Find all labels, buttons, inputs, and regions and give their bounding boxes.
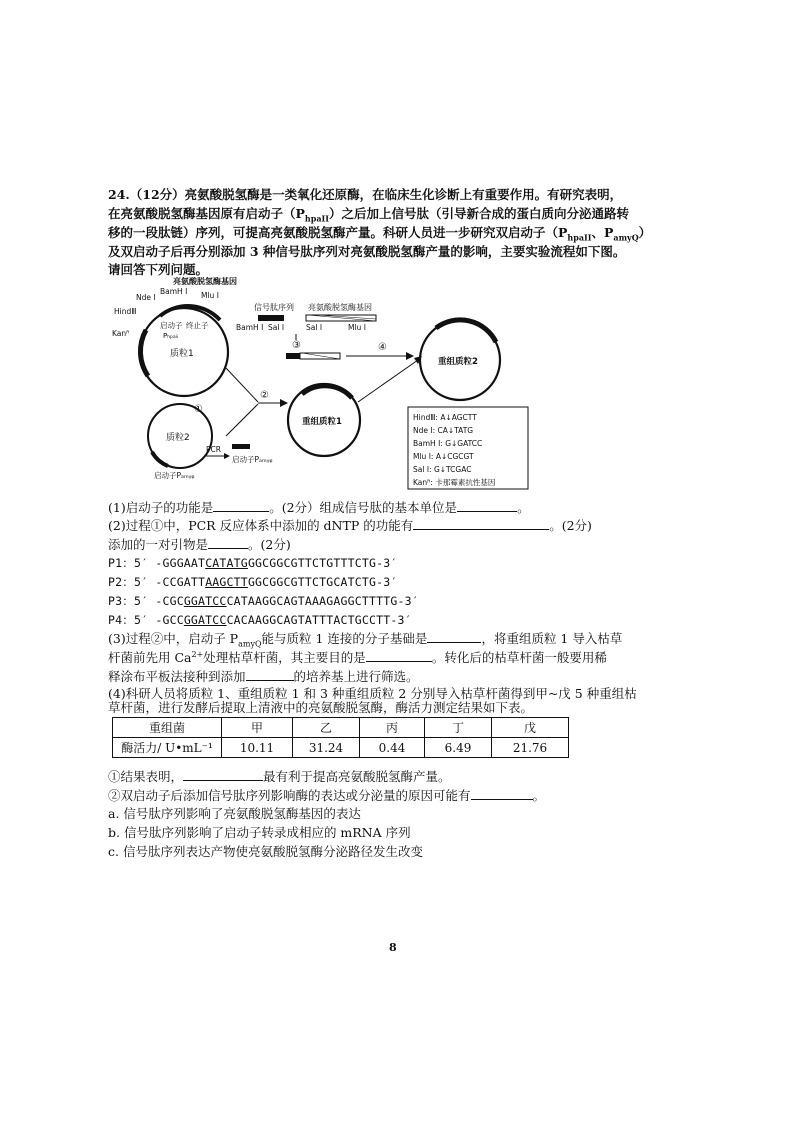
legend-bamh: BamH I: G↓GATCC (413, 439, 483, 448)
q3-blank-2[interactable] (366, 649, 432, 662)
promoter-label: 启动子 (160, 321, 183, 330)
table-row (113, 738, 569, 758)
q4-line-2: 草杆菌，进行发酵后提取上清液中的亮氨酸脱氢酶，酶活力测定结果如下表。 (108, 700, 534, 715)
bamh-site-label: BamH I (160, 287, 188, 296)
p-hpa-label: Pₕₚₐᵢᵢ (163, 332, 179, 340)
signal-bamh-label: BamH I (236, 323, 264, 332)
plasmid-1-label: 质粒1 (170, 349, 194, 359)
question-line-5: 请回答下列问题。 (108, 262, 209, 277)
option-a: a. 信号肽序列影响了亮氨酸脱氢酶基因的表达 (108, 806, 361, 821)
table-header-cell: 丙 (360, 718, 425, 738)
q2-line-2: 添加的一对引物是 。(2分) (108, 537, 291, 552)
legend-nde: Nde I: CA↓TATG (413, 426, 474, 435)
table-header-cell: 甲 (222, 718, 293, 738)
gene-label-top: 亮氨酸脱氢酶基因 (173, 277, 237, 286)
primer-p2: P2：5′ -CCGATTAAGCTTGGCGGCGTTCTGCATCTG-3′ (108, 575, 398, 589)
primer-p4: P4：5′ -GCCGGATCCCACAAGGCAGTATTTACTGCCTT-3′ (108, 613, 412, 627)
plasmid-2-label: 质粒2 (166, 433, 190, 443)
q2-line-1: (2)过程①中，PCR 反应体系中添加的 dNTP 的功能有 。(2分) (108, 518, 592, 533)
q4-line-1: (4)科研人员将质粒 1、重组质粒 1 和 3 种重组质粒 2 分别导入枯草杆菌得到甲~戊 5 种重组枯 (108, 686, 637, 701)
question-line-4: 及双启动子后再分别添加 3 种信号肽序列对亮氨酸脱氢酶产量的影响，主要实验流程如下图。 (108, 244, 626, 259)
recombinant-2-label: 重组质粒2 (438, 357, 478, 367)
plasmid-1 (112, 276, 237, 396)
q4-sub-1: ①结果表明， 最有利于提高亮氨酸脱氢酶产量。 (108, 769, 451, 784)
signal-peptide-label: 信号肽序列 (254, 303, 294, 312)
nde-site-label: Nde I (136, 293, 156, 302)
recombinant-plasmid-2 (420, 320, 500, 400)
restriction-legend (408, 407, 528, 489)
table-header-row (113, 718, 569, 738)
q3-line-3: 释涂布平板法接种到添加 的培养基上进行筛选。 (108, 669, 419, 684)
q1-blank-2[interactable] (457, 499, 517, 512)
promoter-amyq-label: 启动子Pₐₘᵧᵩ (232, 455, 273, 464)
table-cell: 31.24 (293, 738, 360, 758)
results-table (112, 717, 569, 758)
promoter-amyq-bottom-label: 启动子Pₐₘᵧᵩ (154, 471, 195, 480)
table-cell: 21.76 (492, 738, 569, 758)
q3-blank-1[interactable] (427, 630, 481, 643)
legend-mlu: Mlu I: A↓CGCGT (413, 452, 474, 461)
table-header-cell: 丁 (425, 718, 492, 738)
q1-line: (1)启动子的功能是 。(2分）组成信号肽的基本单位是 。 (108, 500, 530, 515)
kan-label: Kanᴿ (112, 329, 130, 338)
table-cell: 10.11 (222, 738, 293, 758)
option-c: c. 信号肽序列表达产物使亮氨酸脱氢酶分泌路径发生改变 (108, 844, 423, 859)
hind-site-label: HindⅢ (114, 307, 137, 316)
legend-kan: Kanᴿ: 卡那霉素抗性基因 (413, 478, 496, 487)
gene-sal-label: Sal I (306, 323, 323, 332)
question-line-2: 在亮氨酸脱氢酶基因原有启动子$(P_{hpaII})$之后加上信号肽（引导新合成的蛋白质向分泌通路转 (108, 206, 629, 224)
mlu-site-label: Mlu I (201, 291, 219, 300)
q4-sub-2: ②双启动子后添加信号肽序列影响酶的表达或分泌量的原因可能有 。 (108, 788, 546, 803)
step-2-marker: ② (260, 390, 269, 401)
gene-label-mid: 亮氨酸脱氢酶基因 (308, 303, 372, 312)
q2-blank-2[interactable] (208, 536, 248, 549)
table-header-cell: 乙 (293, 718, 360, 738)
signal-sal-label: Sal I (268, 323, 285, 332)
step-1-marker: ① (194, 404, 203, 415)
page-number: 8 (389, 941, 397, 954)
legend-sal: Sal I: G↓TCGAC (413, 465, 472, 474)
gene-mlu-label: Mlu I (348, 323, 366, 332)
q4-blank-1[interactable] (183, 768, 263, 781)
question-line-1: 24.（12分）亮氨酸脱氢酶是一类氧化还原酶，在临床生化诊断上有重要作用。有研究表明， (108, 187, 623, 202)
primer-p1: P1：5′ -GGGAATCATATGGGCGGCGTTCTGTTTCTG-3′ (108, 556, 398, 570)
q3-line-2: 杆菌前先用 $Ca^{2+}$处理枯草杆菌，其主要目的是 。转化后的枯草杆菌一般要用稀 (108, 649, 607, 665)
table-cell: 6.49 (425, 738, 492, 758)
q1-blank-1[interactable] (213, 499, 269, 512)
step-4-marker: ④ (378, 342, 387, 353)
question-line-3: 移的一段肽链）序列，可提高亮氨酸脱氢酶产量。科研人员进一步研究双启动子（$P_{hpaII}$、$P_{amyQ}$） (108, 225, 652, 243)
terminator-label: 终止子 (186, 321, 209, 330)
fragments (236, 302, 414, 360)
plasmid-2 (148, 404, 273, 480)
recombinant-plasmid-1 (288, 384, 360, 456)
q3-blank-3[interactable] (246, 668, 294, 681)
table-header-cell: 重组菌 (113, 718, 222, 738)
table-row-label: 酶活力/ U•mL⁻¹ (113, 738, 222, 758)
q4-blank-2[interactable] (471, 787, 533, 800)
step-3-marker: ③ (292, 340, 301, 351)
table-cell: 0.44 (360, 738, 425, 758)
recombinant-1-label: 重组质粒1 (302, 417, 342, 427)
q3-line-1: (3)过程②中，启动子 $P_{amyQ}$能与质粒 1 连接的分子基础是 ，将重组质粒 1 导入枯草 (108, 631, 623, 649)
q2-blank-1[interactable] (413, 517, 549, 530)
pcr-label: PCR (206, 445, 221, 454)
table-header-cell: 戊 (492, 718, 569, 738)
legend-hind: HindⅢ: A↓AGCTT (413, 413, 477, 422)
primer-p3: P3：5′ -CGCGGATCCCATAAGGCAGTAAAGAGGCTTTTG-3′ (108, 594, 419, 608)
experiment-flow-diagram (108, 272, 548, 490)
option-b: b. 信号肽序列影响了启动子转录成相应的 mRNA 序列 (108, 825, 411, 840)
